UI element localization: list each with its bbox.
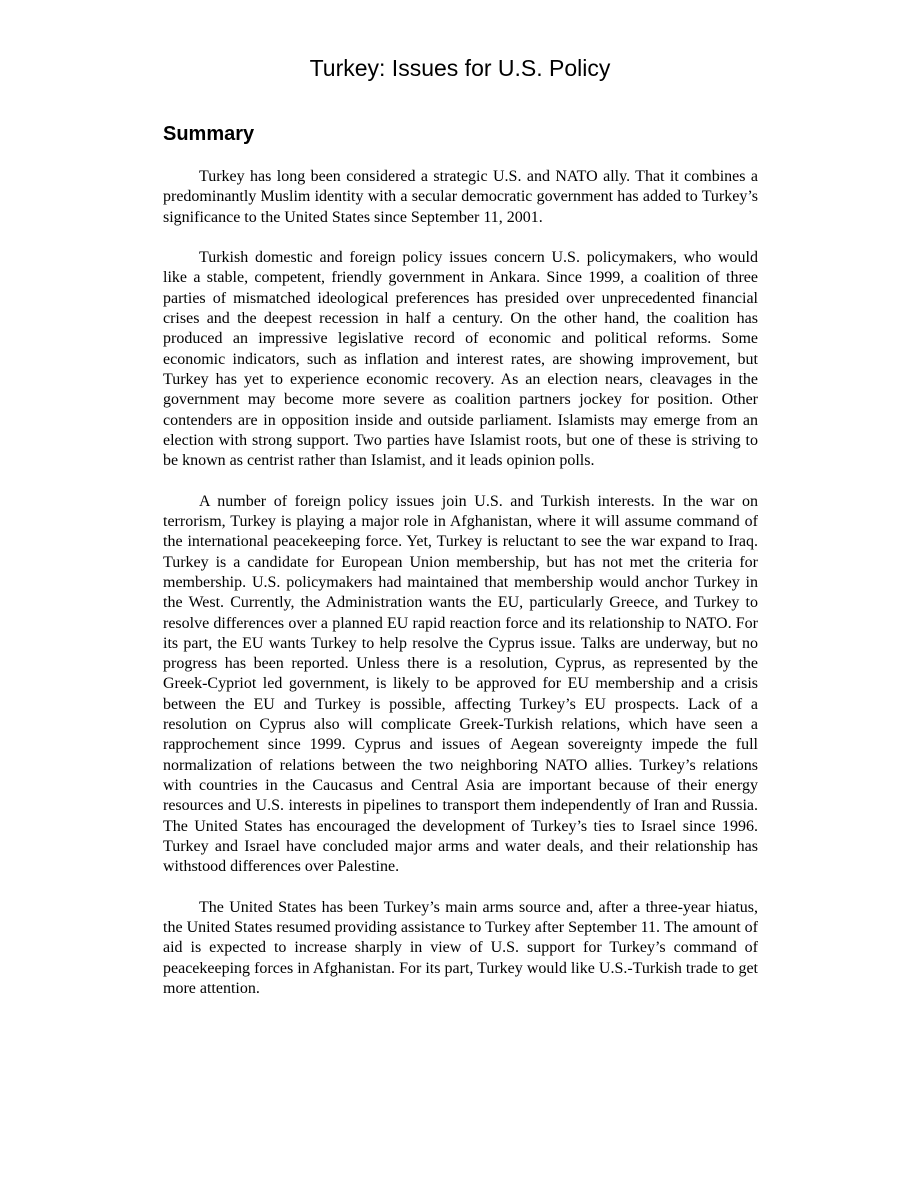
- summary-paragraph: Turkish domestic and foreign policy issues concern U.S. policymakers, who would like a stable, competent, friendly government in Ankara. Since 1999, a coalition of three parties of mismatched ideological preferences has presided over unprecedented financial crises and the deepest recession in half a century. On the other hand, the coalition has produced an impressive legislative record of economic and political reforms. Some economic indicators, such as inflation and interest rates, are showing improvement, but Turkey has yet to experience economic recovery. As an election nears, cleavages in the government may become more severe as coalition partners jockey for position. Other contenders are in opposition inside and outside parliament. Islamists may emerge from an election with strong support. Two parties have Islamist roots, but one of these is striving to be known as centrist rather than Islamist, and it leads opinion polls.: [163, 249, 758, 470]
- summary-paragraph: A number of foreign policy issues join U.S. and Turkish interests. In the war on terrorism, Turkey is playing a major role in Afghanistan, where it will assume command of the international peacekeeping force. Yet, Turkey is reluctant to see the war expand to Iraq. Turkey is a candidate for European Union membership, but has not met the criteria for membership. U.S. policymakers had maintained that membership would anchor Turkey in the West. Currently, the Administration wants the EU, particularly Greece, and Turkey to resolve differences over a planned EU rapid reaction force and its relationship to NATO. For its part, the EU wants Turkey to help resolve the Cyprus issue. Talks are underway, but no progress has been reported. Unless there is a resolution, Cyprus, as represented by the Greek-Cypriot led government, is likely to be approved for EU membership and a crisis between the EU and Turkey is possible, affecting Turkey’s EU prospects. Lack of a resolution on Cyprus also will complicate Greek-Turkish relations, which have seen a rapprochement since 1999. Cyprus and issues of Aegean sovereignty impede the full normalization of relations between the two neighboring NATO allies. Turkey’s relations with countries in the Caucasus and Central Asia are important because of their energy resources and U.S. interests in pipelines to transport them independently of Iran and Russia. The United States has encouraged the development of Turkey’s ties to Israel since 1996. Turkey and Israel have concluded major arms and water deals, and their relationship has withstood differences over Palestine.: [163, 492, 758, 876]
- summary-paragraph: Turkey has long been considered a strategic U.S. and NATO ally. That it combines a predominantly Muslim identity with a secular democratic government has added to Turkey’s significance to the United States since September 11, 2001.: [163, 168, 758, 226]
- section-heading-summary: Summary: [163, 123, 255, 145]
- summary-paragraph: The United States has been Turkey’s main arms source and, after a three-year hiatus, the United States resumed providing assistance to Turkey after September 11. The amount of aid is expected to increase sharply in view of U.S. support for Turkey’s command of peacekeeping forces in Afghanistan. For its part, Turkey would like U.S.-Turkish trade to get more attention.: [163, 898, 758, 997]
- document-title: Turkey: Issues for U.S. Policy: [309, 55, 611, 81]
- summary-body: [163, 167, 758, 1019]
